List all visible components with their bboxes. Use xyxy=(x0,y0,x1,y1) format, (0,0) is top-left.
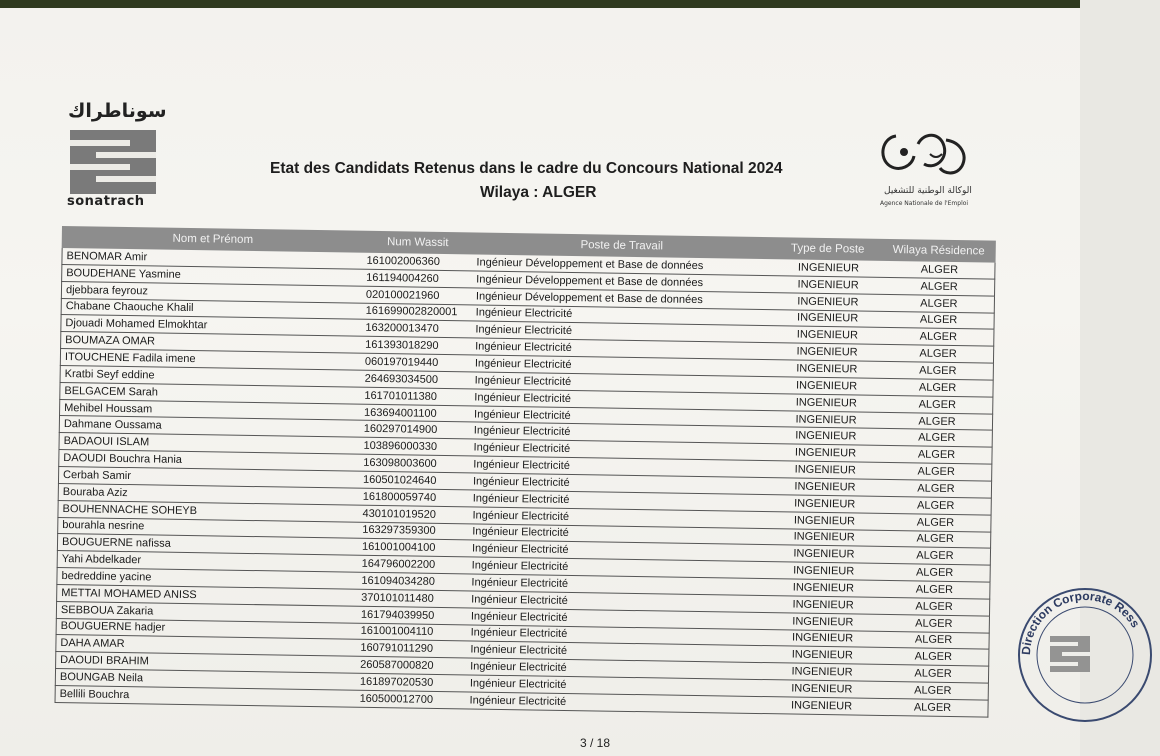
wilaya-residence: ALGER xyxy=(915,600,953,613)
job-position: Ingénieur Electricité xyxy=(473,424,571,439)
candidate-name: BADAOUI ISLAM xyxy=(63,435,150,449)
wassit-number: 160501024640 xyxy=(362,473,437,487)
wassit-number: 163297359300 xyxy=(362,524,436,538)
candidate-name: BELGACEM Sarah xyxy=(64,384,159,399)
wassit-number: 161701011380 xyxy=(364,389,438,403)
candidate-name: BOUGUERNE nafissa xyxy=(61,536,171,551)
wilaya-residence: ALGER xyxy=(917,465,955,479)
position-type: INGENIEUR xyxy=(792,598,854,612)
candidate-name: DAHA AMAR xyxy=(60,637,125,651)
position-type: INGENIEUR xyxy=(793,530,855,544)
position-type: INGENIEUR xyxy=(796,345,858,359)
position-type: INGENIEUR xyxy=(793,514,856,528)
job-position: Ingénieur Electricité xyxy=(475,340,572,355)
wassit-number: 161001004110 xyxy=(360,625,434,639)
wassit-number: 161794039950 xyxy=(360,608,435,622)
wilaya-residence: ALGER xyxy=(917,482,955,495)
candidate-name: Bellili Bouchra xyxy=(59,687,130,701)
position-type: INGENIEUR xyxy=(793,564,855,578)
wilaya-residence: ALGER xyxy=(914,667,952,681)
position-type: INGENIEUR xyxy=(794,480,856,494)
position-type: INGENIEUR xyxy=(794,446,857,460)
wassit-number: 161897020530 xyxy=(359,675,434,689)
wilaya-residence: ALGER xyxy=(915,566,954,580)
job-position: Ingénieur Electricité xyxy=(474,357,572,372)
job-position: Ingénieur Electricité xyxy=(475,323,573,338)
position-type: INGENIEUR xyxy=(795,429,857,443)
position-type: INGENIEUR xyxy=(794,463,856,477)
wilaya-residence: ALGER xyxy=(920,297,958,310)
official-stamp xyxy=(1010,580,1160,730)
position-type: INGENIEUR xyxy=(791,632,854,645)
wassit-number: 370101011480 xyxy=(361,591,434,605)
document-subtitle: Wilaya : ALGER xyxy=(480,184,597,201)
sonatrach-logo-mark xyxy=(70,130,156,194)
candidate-name: Kratbi Seyf eddine xyxy=(64,367,155,382)
job-position: Ingénieur Electricité xyxy=(473,458,570,473)
anem-french-name: Agence Nationale de l'Emploi xyxy=(880,200,969,207)
wilaya-residence: ALGER xyxy=(916,532,954,546)
wilaya-residence: ALGER xyxy=(919,364,957,378)
sonatrach-logo-text: sonatrach xyxy=(67,194,145,209)
job-position: Ingénieur Electricité xyxy=(469,694,567,708)
wassit-number: 260587000820 xyxy=(360,658,434,673)
wassit-number: 163694001100 xyxy=(364,406,437,420)
wassit-number: 161699002820001 xyxy=(365,305,458,319)
anem-arabic-name: الوكالة الوطنية للتشغيل xyxy=(884,186,972,196)
job-position: Ingénieur Electricité xyxy=(471,576,569,590)
column-header: Num Wassit xyxy=(386,236,449,250)
position-type: INGENIEUR xyxy=(797,295,859,309)
position-type: INGENIEUR xyxy=(792,615,854,629)
wilaya-residence: ALGER xyxy=(918,398,957,411)
column-header: Nom et Prénom xyxy=(172,232,254,247)
job-position: Ingénieur Electricité xyxy=(470,643,568,658)
wilaya-residence: ALGER xyxy=(917,448,956,462)
job-position: Ingénieur Electricité xyxy=(472,525,569,540)
job-position: Ingénieur Développement et Base de données xyxy=(476,256,704,272)
wilaya-residence: ALGER xyxy=(914,684,952,698)
candidate-name: Yahi Abdelkader xyxy=(61,553,142,567)
wilaya-residence: ALGER xyxy=(918,431,956,445)
wassit-number: 160500012700 xyxy=(359,692,434,706)
wassit-number: 160297014900 xyxy=(363,423,438,437)
wilaya-residence: ALGER xyxy=(915,617,953,630)
position-type: INGENIEUR xyxy=(795,379,858,393)
wilaya-residence: ALGER xyxy=(920,280,958,293)
wassit-number: 161094034280 xyxy=(361,574,435,588)
job-position: Ingénieur Electricité xyxy=(472,509,570,523)
position-type: INGENIEUR xyxy=(790,699,853,713)
wilaya-residence: ALGER xyxy=(918,414,956,428)
job-position: Ingénieur Electricité xyxy=(471,593,568,607)
job-position: Ingénieur Electricité xyxy=(472,492,570,506)
wassit-number: 060197019440 xyxy=(364,355,439,369)
candidate-name: Dahmane Oussama xyxy=(63,418,162,432)
position-type: INGENIEUR xyxy=(793,547,855,561)
wassit-number: 161800059740 xyxy=(362,490,437,504)
position-type: INGENIEUR xyxy=(795,413,857,427)
candidate-name: bedreddine yacine xyxy=(61,569,152,584)
top-edge xyxy=(0,0,1080,8)
job-position: Ingénieur Electricité xyxy=(469,677,567,691)
candidate-name: BOUMAZA OMAR xyxy=(65,334,156,348)
candidate-name: Mehibel Houssam xyxy=(64,401,153,415)
position-type: INGENIEUR xyxy=(791,648,854,662)
candidate-name: DAOUDI Bouchra Hania xyxy=(63,452,183,466)
job-position: Ingénieur Electricité xyxy=(470,610,568,624)
candidate-name: Cerbah Samir xyxy=(62,468,132,483)
job-position: Ingénieur Electricité xyxy=(471,559,569,574)
wilaya-residence: ALGER xyxy=(919,313,958,327)
job-position: Ingénieur Electricité xyxy=(472,475,570,489)
wassit-number: 163200013470 xyxy=(365,322,439,336)
wilaya-residence: ALGER xyxy=(916,549,954,563)
candidate-name: BOUHENNACHE SOHEYB xyxy=(62,502,198,517)
candidate-name: Bouraba Aziz xyxy=(62,485,128,499)
job-position: Ingénieur Electricité xyxy=(474,374,572,388)
column-header: Wilaya Résidence xyxy=(892,244,985,258)
wilaya-residence: ALGER xyxy=(916,499,955,512)
document-title: Etat des Candidats Retenus dans le cadre du Concours National 2024 xyxy=(270,160,783,177)
anem-logo-mark xyxy=(874,124,974,186)
column-header: Poste de Travail xyxy=(580,239,664,253)
wassit-number: 163098003600 xyxy=(363,456,437,470)
candidate-name: BOUGUERNE hadjer xyxy=(60,620,166,635)
candidate-name: DAOUDI BRAHIM xyxy=(60,654,149,668)
candidate-name: BENOMAR Amir xyxy=(66,249,148,264)
job-position: Ingénieur Electricité xyxy=(471,542,569,557)
wassit-number: 161194004260 xyxy=(366,271,439,285)
wassit-number: 020100021960 xyxy=(365,288,440,302)
candidate-name: djebbara feyrouz xyxy=(65,283,149,297)
candidate-name: METTAI MOHAMED ANISS xyxy=(61,586,197,601)
wassit-number: 160791011290 xyxy=(360,642,434,656)
candidates-table xyxy=(55,226,996,717)
job-position: Ingénieur Electricité xyxy=(474,408,571,422)
wassit-number: 164796002200 xyxy=(361,557,436,572)
stamp-text: Direction Corporate Ress xyxy=(1018,588,1143,656)
wassit-number: 161393018290 xyxy=(365,338,439,353)
position-type: INGENIEUR xyxy=(795,396,857,410)
job-position: Ingénieur Electricité xyxy=(470,660,567,675)
position-type: INGENIEUR xyxy=(791,665,853,679)
wassit-number: 161001004100 xyxy=(361,541,436,555)
candidate-name: BOUNGAB Neila xyxy=(59,671,144,685)
page-number: 3 / 18 xyxy=(580,736,611,750)
wilaya-residence: ALGER xyxy=(916,516,955,529)
wilaya-residence: ALGER xyxy=(914,633,953,647)
position-type: INGENIEUR xyxy=(796,312,859,325)
position-type: INGENIEUR xyxy=(796,362,858,376)
job-position: Ingénieur Electricité xyxy=(470,626,568,641)
column-header: Type de Poste xyxy=(790,242,865,256)
wilaya-residence: ALGER xyxy=(918,381,957,394)
position-type: INGENIEUR xyxy=(796,328,859,342)
wassit-number: 161002006360 xyxy=(366,254,440,268)
position-type: INGENIEUR xyxy=(797,278,859,292)
wassit-number: 264693034500 xyxy=(364,372,439,386)
job-position: Ingénieur Electricité xyxy=(475,306,573,321)
position-type: INGENIEUR xyxy=(792,581,855,595)
position-type: INGENIEUR xyxy=(794,497,856,511)
wassit-number: 103896000330 xyxy=(363,439,438,454)
wilaya-residence: ALGER xyxy=(915,583,954,596)
wassit-number: 430101019520 xyxy=(362,507,437,521)
candidate-name: Chabane Chaouche Khalil xyxy=(65,300,194,315)
wilaya-residence: ALGER xyxy=(919,330,958,344)
sonatrach-arabic-name: سوناطراك xyxy=(68,100,167,122)
wilaya-residence: ALGER xyxy=(919,347,957,361)
job-position: Ingénieur Electricité xyxy=(473,441,571,456)
position-type: INGENIEUR xyxy=(797,261,860,275)
job-position: Ingénieur Développement et Base de données xyxy=(476,273,704,289)
job-position: Ingénieur Electricité xyxy=(474,391,572,405)
table-body xyxy=(55,248,996,717)
wilaya-residence: ALGER xyxy=(913,701,952,714)
position-type: INGENIEUR xyxy=(791,682,853,696)
candidate-name: Djouadi Mohamed Elmokhtar xyxy=(65,317,208,332)
candidate-name: SEBBOUA Zakaria xyxy=(60,603,154,618)
candidate-name: BOUDEHANE Yasmine xyxy=(66,266,181,281)
wilaya-residence: ALGER xyxy=(914,650,953,664)
candidate-name: ITOUCHENE Fadila imene xyxy=(64,351,196,366)
job-position: Ingénieur Développement et Base de données xyxy=(475,290,703,306)
candidate-name: bourahla nesrine xyxy=(62,519,145,533)
wilaya-residence: ALGER xyxy=(920,263,959,277)
